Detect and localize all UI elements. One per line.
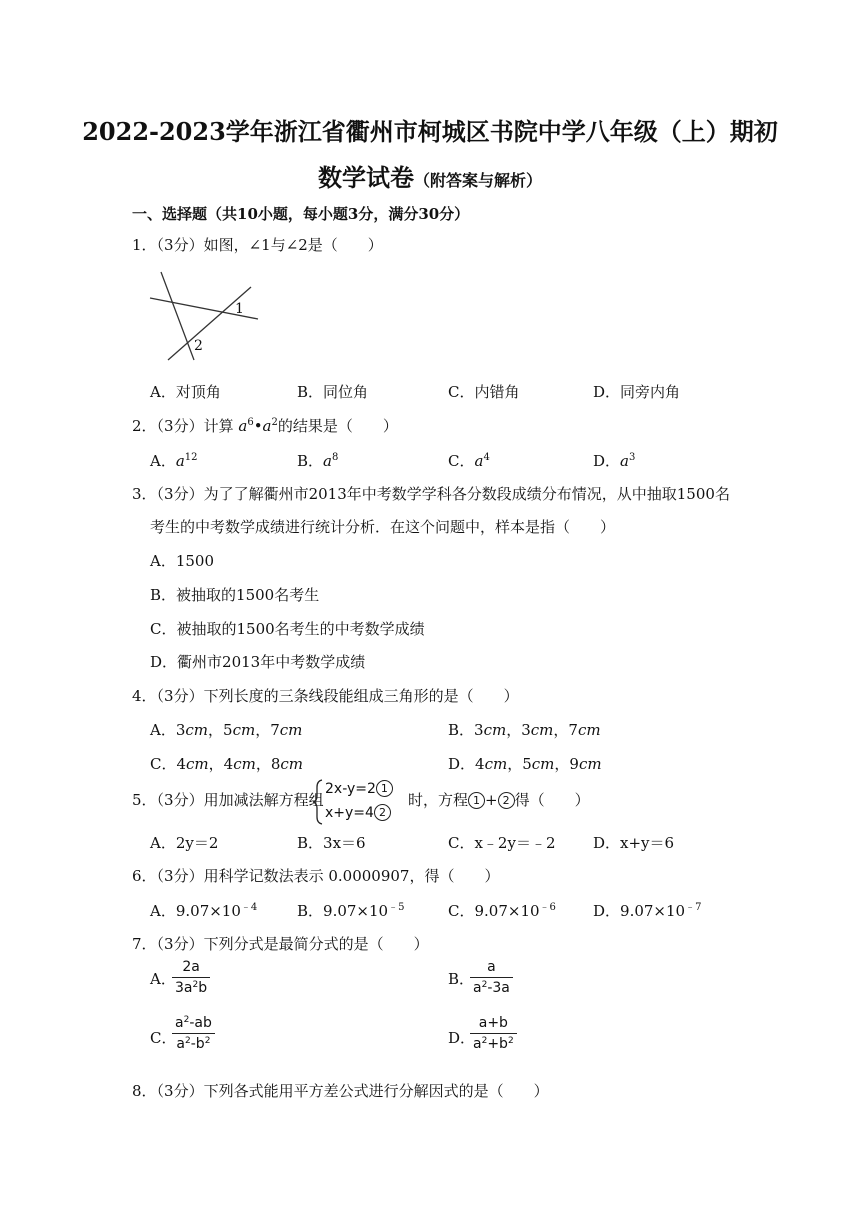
left-brace-icon [312, 779, 324, 825]
equation-2: x+y=4 2 [325, 804, 391, 821]
question-1-stem: 1．（3分）如图，∠1与∠2是（ ） [132, 236, 383, 254]
q2-option-a: A．$a^{12}$ [150, 452, 198, 470]
angle-2-label: 2 [194, 338, 203, 354]
q7-option-a-letter: A． [150, 970, 176, 988]
equation-1: 2x-y=2 1 [325, 780, 393, 797]
q7-option-c-letter: C． [150, 1029, 177, 1047]
q7-option-c-fraction: $\frac{a^2-ab}{a^2-b^2}$ [172, 1015, 215, 1052]
q1-option-c: C．内错角 [448, 383, 520, 401]
q1-option-b: B．同位角 [297, 383, 369, 401]
q7-option-b-fraction: $\frac{a}{a^2-3a}$ [470, 959, 513, 996]
q4-option-a: A．3cm，5cm，7cm [150, 721, 303, 739]
q3-option-b: B．被抽取的1500名考生 [150, 586, 320, 604]
q6-option-c: C．$9.07\times 10^{﹣6}$ [448, 902, 556, 920]
exam-title: 2022-2023学年浙江省衢州市柯城区书院中学八年级（上）期初 [82, 117, 778, 146]
q5-option-a: A．2y＝2 [150, 834, 219, 852]
figure-line-steep [161, 272, 194, 360]
question-7-stem: 7．（3分）下列分式是最简分式的是（ ） [132, 935, 429, 953]
circled-1-icon: 1 [376, 780, 393, 797]
q7-option-b-letter: B． [448, 970, 475, 988]
q5-option-b: B．3x＝6 [297, 834, 366, 852]
question-1-figure [146, 268, 262, 364]
q2-option-d: D．$a^3$ [593, 452, 636, 470]
q7-option-d-letter: D． [448, 1029, 476, 1047]
angle-1-label: 1 [235, 301, 244, 317]
q1-option-d: D．同旁内角 [593, 383, 681, 401]
equation-system [312, 779, 408, 825]
question-8-stem: 8．（3分）下列各式能用平方差公式进行分解因式的是（ ） [132, 1082, 549, 1100]
question-6-stem: 6．（3分）用科学记数法表示 0.0000907，得（ ） [132, 867, 500, 885]
q6-option-d: D．$9.07\times 10^{﹣7}$ [593, 902, 702, 920]
q3-option-c: C．被抽取的1500名考生的中考数学成绩 [150, 620, 425, 638]
q4-option-d: D．4cm，5cm，9cm [448, 755, 602, 773]
exam-title-note: （附答案与解析） [413, 171, 542, 190]
q3-option-a: A．1500 [150, 552, 215, 570]
exam-subject: 数学试卷 [317, 163, 414, 192]
q5-option-c: C．x﹣2y＝﹣2 [448, 834, 556, 852]
question-5-stem-post: 时，方程 1 + 2 得（ ） [408, 791, 590, 809]
circled-1-icon: 1 [468, 792, 485, 809]
q7-option-a-fraction: $\frac{2a}{3a^2b}$ [172, 959, 210, 996]
q2-option-c: C．$a^4$ [448, 452, 490, 470]
question-3-stem-line1: 3．（3分）为了了解衢州市2013年中考数学学科各分数段成绩分布情况，从中抽取1500名 [132, 485, 730, 503]
question-4-stem: 4．（3分）下列长度的三条线段能组成三角形的是（ ） [132, 687, 519, 705]
q7-option-d-fraction: $\frac{a+b}{a^2+b^2}$ [470, 1015, 517, 1052]
q5-option-d: D．x+y＝6 [593, 834, 675, 852]
exam-title-line2 [0, 158, 860, 193]
section-heading: 一、选择题（共10小题，每小题3分，满分30分） [132, 205, 470, 223]
circled-2-icon: 2 [498, 792, 515, 809]
question-3-stem-line2: 考生的中考数学成绩进行统计分析．在这个问题中，样本是指（ ） [150, 518, 616, 536]
q4-option-b: B．3cm，3cm，7cm [448, 721, 601, 739]
question-5-stem-pre: 5．（3分）用加减法解方程组 [132, 791, 324, 809]
q6-option-b: B．$9.07\times 10^{﹣5}$ [297, 902, 405, 920]
q3-option-d: D．衢州市2013年中考数学成绩 [150, 653, 366, 671]
q2-option-b: B．$a^8$ [297, 452, 339, 470]
q1-option-a: A．对顶角 [150, 383, 221, 401]
q4-option-c: C．4cm，4cm，8cm [150, 755, 304, 773]
circled-2-icon: 2 [374, 804, 391, 821]
question-2-stem: 2．（3分）计算 $a^6•a^2$的结果是（ ） [132, 417, 398, 435]
q6-option-a: A．$9.07\times 10^{﹣4}$ [150, 902, 258, 920]
